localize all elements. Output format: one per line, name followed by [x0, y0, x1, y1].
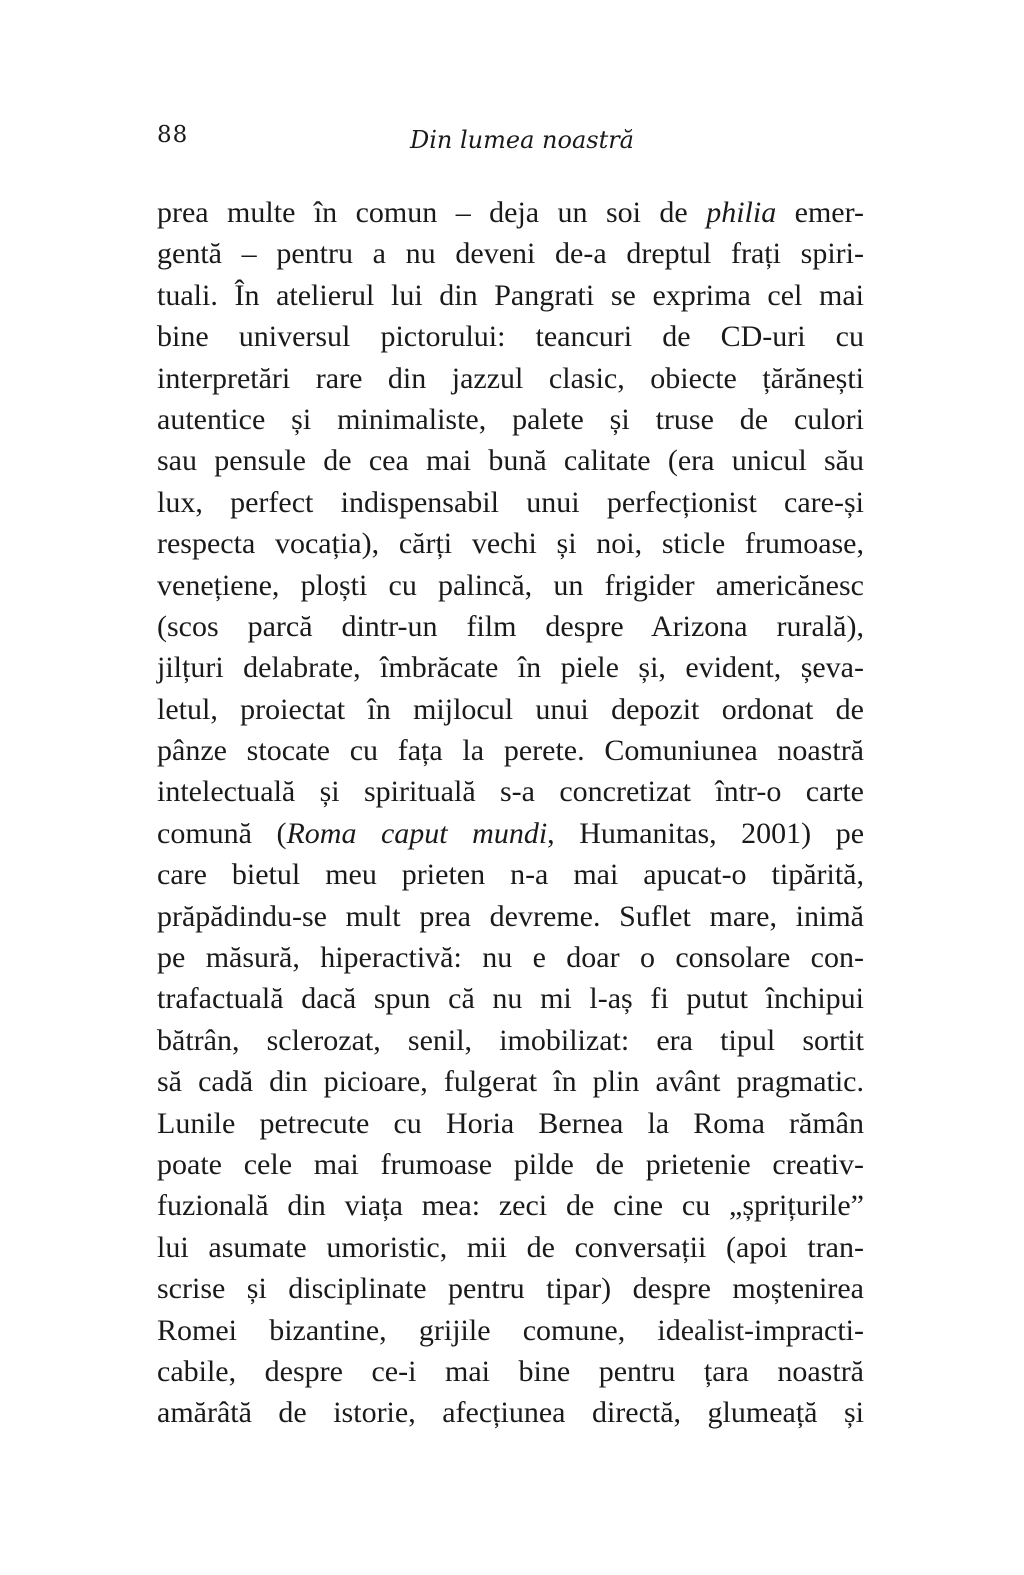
text-line — [157, 1310, 864, 1351]
text-line — [157, 896, 864, 937]
text-segment: care bietul meu prieten n-a mai apucat-o tipărită, — [157, 858, 864, 892]
text-line — [157, 523, 864, 564]
text-line — [157, 854, 864, 895]
text-line — [157, 275, 864, 316]
text-line — [157, 440, 864, 481]
text-segment: pe măsură, hiperactivă: nu e doar o consolare con- — [157, 941, 864, 975]
text-segment: cabile, despre ce-i mai bine pentru țara noastră — [157, 1354, 864, 1388]
text-segment: pânze stocate cu fața la perete. Comuniunea noastră — [157, 734, 864, 768]
text-line — [157, 1061, 864, 1102]
text-segment: tuali. În atelierul lui din Pangrati se exprima cel mai — [157, 278, 864, 312]
text-segment: , Humanitas, 2001) pe — [547, 816, 865, 850]
text-line — [157, 1144, 864, 1185]
text-segment: poate cele mai frumoase pilde de prietenie creativ- — [157, 1147, 864, 1181]
text-line — [157, 1392, 864, 1433]
text-segment: jilțuri delabrate, îmbrăcate în piele și, evident, șeva- — [157, 651, 864, 685]
text-segment: respecta vocația), cărți vechi și noi, sticle frumoase, — [157, 527, 864, 561]
text-segment: sau pensule de cea mai bună calitate (era unicul său — [157, 444, 864, 478]
text-line — [157, 978, 864, 1019]
text-segment: comună ( — [157, 816, 287, 850]
text-segment: (scos parcă dintr-un film despre Arizona rurală), — [157, 609, 864, 643]
text-segment: Lunile petrecute cu Horia Bernea la Roma rămân — [157, 1106, 864, 1140]
running-head: Din lumea noastră — [410, 126, 634, 154]
text-line — [157, 316, 864, 357]
text-segment: emer- — [776, 196, 864, 229]
text-line — [157, 565, 864, 606]
text-segment: bine universul pictorului: teancuri de CD-uri cu — [157, 320, 864, 354]
text-segment: venețiene, ploști cu palincă, un frigider americănesc — [157, 568, 864, 602]
text-segment: lux, perfect indispensabil unui perfecționist care-și — [157, 485, 864, 519]
italic-text: Roma caput mundi — [286, 816, 548, 850]
text-line — [157, 689, 864, 730]
text-segment: prăpădindu-se mult prea devreme. Suflet mare, inimă — [157, 899, 864, 933]
text-line — [157, 192, 864, 233]
text-segment: interpretări rare din jazzul clasic, obiecte țărănești — [157, 361, 864, 395]
text-line — [157, 399, 864, 440]
text-segment: Romei bizantine, grijile comune, idealist-impracti- — [157, 1313, 864, 1347]
text-line — [157, 813, 864, 854]
text-segment: să cadă din picioare, fulgerat în plin avânt pragmatic. — [157, 1065, 864, 1099]
text-line — [157, 482, 864, 523]
italic-text: philia — [706, 196, 777, 229]
text-line — [157, 730, 864, 771]
text-segment: intelectuală și spirituală s-a concretizat într-o carte — [157, 775, 864, 809]
text-segment: trafactuală dacă spun că nu mi l-aș fi putut închipui — [157, 982, 864, 1016]
text-line — [157, 937, 864, 978]
page-number: 88 — [157, 122, 189, 148]
text-segment: amărâtă de istorie, afecțiunea directă, glumeață și — [157, 1396, 864, 1430]
text-line — [157, 1020, 864, 1061]
body-text — [157, 192, 864, 1434]
text-line — [157, 1227, 864, 1268]
text-segment: gentă – pentru a nu deveni de-a dreptul frați spiri- — [157, 237, 864, 271]
text-segment: fuzională din viața mea: zeci de cine cu „șprițurile” — [157, 1189, 864, 1223]
text-segment: scrise și disciplinate pentru tipar) despre moștenirea — [157, 1272, 864, 1306]
text-line — [157, 606, 864, 647]
text-line — [157, 1268, 864, 1309]
text-segment: bătrân, sclerozat, senil, imobilizat: era tipul sortit — [157, 1023, 864, 1057]
text-line — [157, 1351, 864, 1392]
text-segment: prea multe în comun – deja un soi de — [157, 196, 707, 229]
text-segment: autentice și minimaliste, palete și truse de culori — [157, 402, 864, 436]
text-line — [157, 771, 864, 812]
text-line — [157, 358, 864, 399]
text-segment: letul, proiectat în mijlocul unui depozit ordonat de — [157, 692, 864, 726]
text-line — [157, 233, 864, 274]
text-line — [157, 1185, 864, 1226]
text-segment: lui asumate umoristic, mii de conversații (apoi tran- — [157, 1230, 864, 1264]
text-line — [157, 647, 864, 688]
text-line — [157, 1103, 864, 1144]
